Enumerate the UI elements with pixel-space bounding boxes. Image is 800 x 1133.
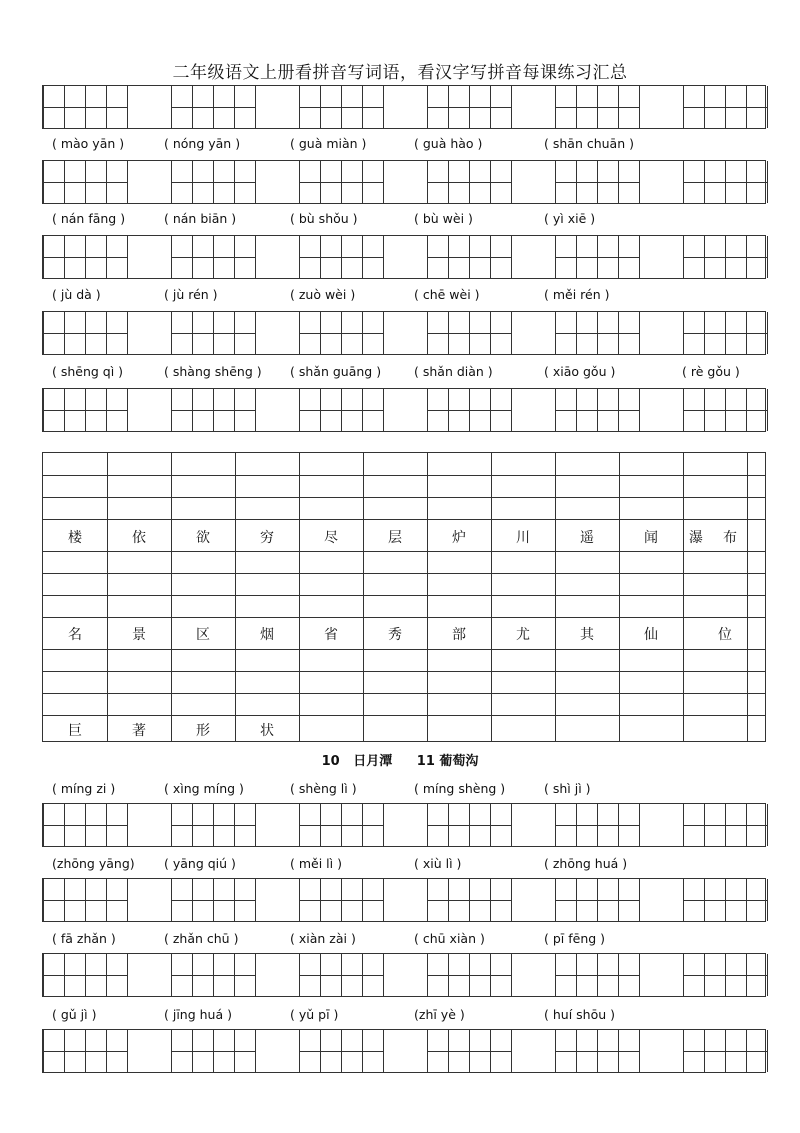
pinyin-prompt: ( guà hào ): [414, 136, 483, 151]
hanzi-character: 依: [132, 530, 146, 546]
pinyin-prompt: ( shǎn guāng ): [290, 364, 382, 379]
hanzi-character: 形: [196, 723, 210, 739]
hanzi-character: 著: [132, 723, 146, 739]
hanzi-character: 瀑: [689, 530, 703, 546]
hanzi-character: 状: [260, 723, 274, 739]
pinyin-row: [42, 1003, 766, 1029]
hanzi-character: 位: [718, 627, 732, 643]
pinyin-prompt: ( xìng míng ): [164, 781, 244, 796]
pinyin-prompt: ( chē wèi ): [414, 287, 480, 302]
writing-grid: [42, 878, 766, 922]
pinyin-row: [42, 207, 766, 233]
pinyin-prompt: ( míng shèng ): [414, 781, 506, 796]
pinyin-prompt: ( shǎn diàn ): [414, 364, 493, 379]
pinyin-prompt: ( nán fāng ): [52, 211, 126, 226]
pinyin-prompt: ( nóng yān ): [164, 136, 241, 151]
pinyin-prompt: ( jù dà ): [52, 287, 101, 302]
hanzi-character: 炉: [452, 530, 466, 546]
pinyin-prompt: ( xiù lì ): [414, 856, 462, 871]
pinyin-prompt: (zhī yè ): [414, 1007, 465, 1022]
pinyin-prompt: ( yāng qiú ): [164, 856, 236, 871]
hanzi-character: 烟: [260, 627, 274, 643]
pinyin-row: [42, 927, 766, 953]
pinyin-prompt: ( xiàn zài ): [290, 931, 356, 946]
pinyin-prompt: ( fā zhǎn ): [52, 931, 116, 946]
pinyin-prompt: ( yì xiē ): [544, 211, 596, 226]
pinyin-prompt: ( shàng shēng ): [164, 364, 262, 379]
pinyin-row: [42, 360, 766, 386]
pinyin-prompt: ( nán biān ): [164, 211, 237, 226]
pinyin-prompt: ( bù shǒu ): [290, 211, 358, 226]
pinyin-prompt: ( xiāo gǒu ): [544, 364, 616, 379]
writing-grid: [42, 160, 766, 204]
hanzi-character: 闻: [644, 530, 658, 546]
lesson-number: 11: [416, 754, 435, 769]
pinyin-prompt: ( rè gǒu ): [682, 364, 740, 379]
writing-grid: [42, 311, 766, 355]
hanzi-character: 区: [196, 627, 210, 643]
hanzi-character: 景: [132, 627, 146, 643]
lesson-number: 10: [321, 754, 340, 769]
hanzi-character: 遥: [580, 530, 594, 546]
writing-grid: [42, 803, 766, 847]
hanzi-character: 欲: [196, 530, 210, 546]
hanzi-character: 巨: [68, 723, 82, 739]
pinyin-row: [42, 852, 766, 878]
pinyin-prompt: ( měi lì ): [290, 856, 342, 871]
hanzi-character: 名: [68, 627, 82, 643]
writing-grid: [42, 1029, 766, 1073]
hanzi-character: 楼: [68, 530, 82, 546]
writing-grid: [42, 953, 766, 997]
pinyin-prompt: ( chū xiàn ): [414, 931, 485, 946]
lesson-title: 葡萄沟: [439, 754, 479, 769]
hanzi-character: 布: [723, 530, 737, 546]
pinyin-prompt: ( bù wèi ): [414, 211, 473, 226]
hanzi-character: 省: [324, 627, 338, 643]
pinyin-prompt: ( zhōng huá ): [544, 856, 628, 871]
hanzi-character: 尽: [324, 530, 338, 546]
page-title: 二年级语文上册看拼音写词语，看汉字写拼音每课练习汇总: [172, 63, 628, 83]
pinyin-prompt: ( míng zi ): [52, 781, 116, 796]
pinyin-prompt: ( guà miàn ): [290, 136, 367, 151]
pinyin-prompt: ( jīng huá ): [164, 1007, 232, 1022]
hanzi-character: 仙: [644, 627, 658, 643]
pinyin-row: [42, 283, 766, 309]
pinyin-prompt: ( jù rén ): [164, 287, 218, 302]
pinyin-prompt: ( shān chuān ): [544, 136, 634, 151]
hanzi-character: 秀: [388, 627, 402, 643]
pinyin-prompt: ( shì jì ): [544, 781, 591, 796]
pinyin-prompt: ( zuò wèi ): [290, 287, 356, 302]
pinyin-prompt: ( yǔ pī ): [290, 1007, 339, 1022]
pinyin-row: [42, 132, 766, 158]
pinyin-prompt: ( mào yān ): [52, 136, 125, 151]
hanzi-character: 其: [580, 627, 594, 643]
pinyin-prompt: ( shēng qì ): [52, 364, 124, 379]
pinyin-prompt: ( gǔ jì ): [52, 1007, 97, 1022]
writing-grid: [42, 235, 766, 279]
hanzi-character: 层: [388, 530, 402, 546]
pinyin-prompt: ( shèng lì ): [290, 781, 357, 796]
pinyin-prompt: ( měi rén ): [544, 287, 610, 302]
pinyin-prompt: (zhōng yāng): [52, 856, 135, 871]
lesson-heading: [0, 750, 800, 769]
lesson-title: 日月潭: [353, 754, 393, 769]
writing-grid: [42, 388, 766, 432]
pinyin-prompt: ( huí shōu ): [544, 1007, 615, 1022]
hanzi-character: 穷: [260, 530, 274, 546]
pinyin-row: [42, 777, 766, 803]
hanzi-character: 川: [516, 530, 530, 546]
hanzi-pinyin-table: [42, 452, 766, 742]
hanzi-character: 部: [452, 627, 466, 643]
pinyin-prompt: ( zhǎn chū ): [164, 931, 239, 946]
pinyin-prompt: ( pī fēng ): [544, 931, 606, 946]
hanzi-character: 尤: [516, 627, 530, 643]
writing-grid: [42, 85, 766, 129]
